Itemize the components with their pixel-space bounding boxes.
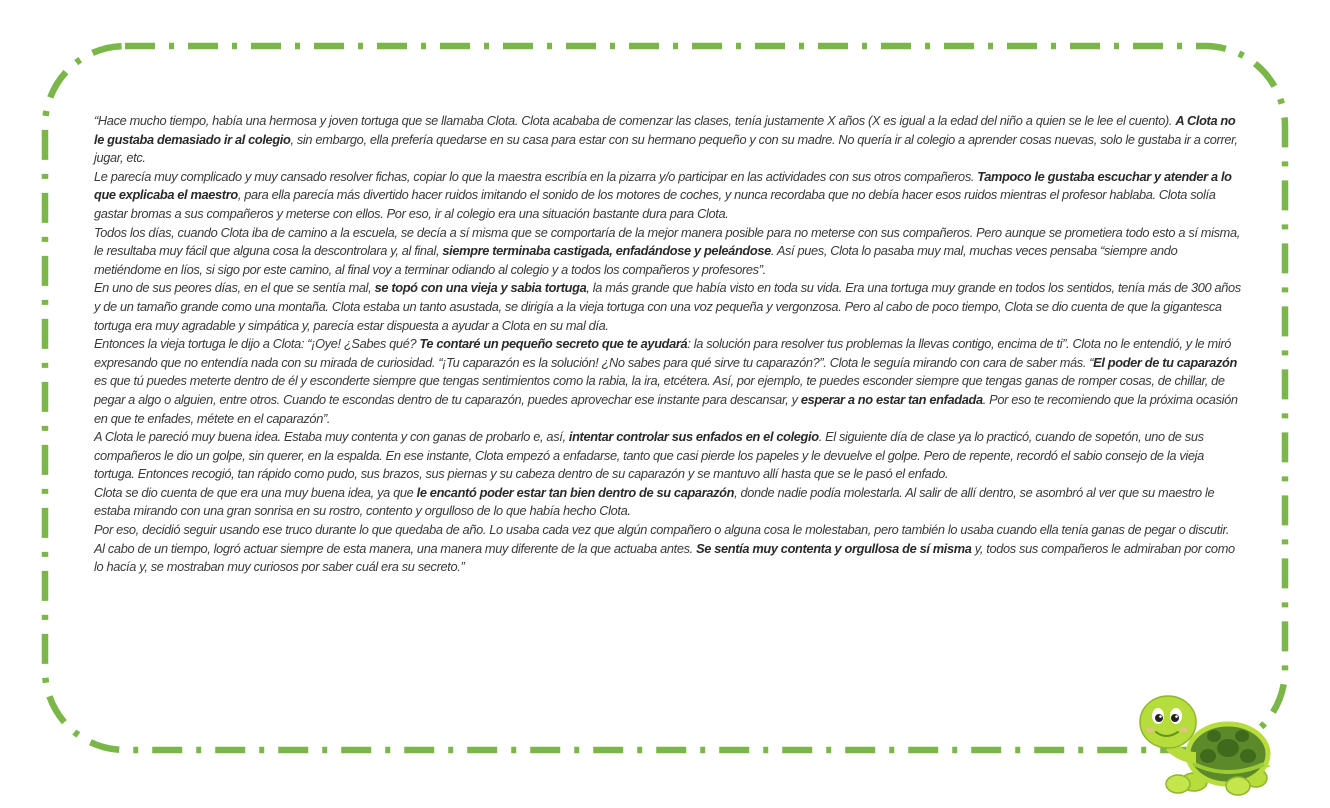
emphasis-text: A Clota no le gustaba demasiado ir al colegio <box>94 113 1236 147</box>
turtle-icon <box>1138 690 1272 800</box>
body-text: , la más grande que había visto en toda su vida. Era una tortuga muy grande en todos los sentidos, tenía más de 300 años y de un tamaño grande como una montaña. Clota estaba un tanto asustada, se dirigía a la vieja tortuga con una voz pequeña y vergonzosa. Pero al cabo de poco tiempo, Clota se dio cuenta de que la gigantesca tortuga era muy agradable y simpática y, parecía estar dispuesta a ayudar a Clota en su mal día. <box>94 280 1241 333</box>
body-text: : la solución para resolver tus problemas la llevas contigo, encima de ti”. Clota no le entendió, y le miró expresando que no entendía nada con su mirada de curiosidad. “¡Tu caparazón es la solución! ¿No sabes para qué sirve tu caparazón?”. Clota le seguía mirando con cara de saber más. “ <box>94 336 1231 370</box>
story-text <box>94 112 1242 577</box>
emphasis-text: Te contaré un pequeño secreto que te ayudará <box>419 336 688 352</box>
body-text: . El siguiente día de clase ya lo practicó, cuando de sopetón, uno de sus compañeros le dio un golpe, sin querer, en la espalda. En ese instante, Clota empezó a enfadarse, tanto que casi pierde los papeles y le devuelve el golpe. Pero de repente, recordó el sabio consejo de la vieja tortuga. Entonces recogió, tan rápido como pudo, sus brazos, sus piernas y su cabeza dentro de su caparazón y se mantuvo allí hasta que se le pasó el enfado. <box>94 429 1204 482</box>
story-paragraph <box>94 484 1242 521</box>
story-paragraph <box>94 168 1242 224</box>
body-text: . Así pues, Clota lo pasaba muy mal, muchas veces pensaba “siempre ando metiéndome en líos, si sigo por este camino, al final voy a terminar odiando al colegio y a todos los compañeros y profesores”. <box>94 243 1178 277</box>
body-text: Clota se dio cuenta de que era una muy buena idea, ya que <box>94 484 417 500</box>
body-text: , donde nadie podía molestarla. Al salir de allí dentro, se asombró al ver que su maestro le estaba mirando con una gran sonrisa en su rostro, contento y orgulloso de lo que había hecho Clota. <box>94 484 1215 519</box>
emphasis-text: esperar a no estar tan enfadada <box>800 391 983 407</box>
emphasis-text: le encantó poder estar tan bien dentro de su caparazón <box>416 484 735 500</box>
body-text: , para ella parecía más divertido hacer ruidos imitando el sonido de los motores de coches, y nunca recordaba que no debía hacer esos ruidos mientras el profesor hablaba. Clota solía gastar bromas a sus compañeros y meterse con ellos. Por eso, ir al colegio era una situación bastante dura para Clota. <box>94 187 1216 221</box>
body-text: Entonces la vieja tortuga le dijo a Clota: “¡Oye! ¿Sabes qué? <box>94 336 420 352</box>
body-text: Todos los días, cuando Clota iba de camino a la escuela, se decía a sí misma que se comportaría de la mejor manera posible para no meterse con sus compañeros. Pero aunque se prometiera todo esto a sí misma, le resultaba muy fácil que alguna cosa la descontrolara y, al final, <box>94 224 1240 259</box>
body-text: Le parecía muy complicado y muy cansado resolver fichas, copiar lo que la maestra escribía en la pizarra y/o participar en las actividades con sus otros compañeros. <box>94 168 978 184</box>
body-text: “Hace mucho tiempo, había una hermosa y joven tortuga que se llamaba Clota. Clota acababa de comenzar las clases, tenía justamente X años (X es igual a la edad del niño a quien se le lee el cuento). <box>94 113 1176 128</box>
body-text: A Clota le pareció muy buena idea. Estaba muy contenta y con ganas de probarlo e, así, <box>94 429 569 445</box>
body-text: Por eso, decidió seguir usando ese truco durante lo que quedaba de año. Lo usaba cada vez que algún compañero o alguna cosa le molestaban, pero también lo usaba cuando ella tenía ganas de pegar o discutir. Al cabo de un tiempo, logró actuar siempre de esta manera, una manera muy diferente de la que actuaba antes. <box>94 522 1230 556</box>
emphasis-text: Se sentía muy contenta y orgullosa de sí misma <box>696 540 972 556</box>
emphasis-text: El poder de tu caparazón <box>1093 354 1237 370</box>
emphasis-text: intentar controlar sus enfados en el colegio <box>568 429 819 445</box>
emphasis-text: se topó con una vieja y sabia tortuga <box>374 280 587 296</box>
emphasis-text: siempre terminaba castigada, enfadándose y peleándose <box>442 243 771 259</box>
body-text: es que tú puedes meterte dentro de él y esconderte siempre que tengas sentimientos como la rabia, la ira, etcétera. Así, por ejemplo, te puedes esconder siempre que tengas ganas de romper cosas, de chillar, de pegar a algo o alguien, entre otros. Cuando te escondas dentro de tu caparazón, puedes aprovechar ese instante para descansar, y <box>94 373 1225 407</box>
body-text: y, todos sus compañeros le admiraban por como lo hacía y, se mostraban muy curiosos por saber cuál era su secreto.” <box>94 540 1235 575</box>
body-text: , sin embargo, ella prefería quedarse en su casa para estar con su hermano pequeño y con su madre. No quería ir al colegio a aprender cosas nuevas, solo le gustaba ir a correr, jugar, etc. <box>94 131 1238 166</box>
story-paragraph <box>94 112 1242 168</box>
emphasis-text: Tampoco le gustaba escuchar y atender a lo que explicaba el maestro <box>94 168 1232 203</box>
story-paragraph <box>94 335 1242 428</box>
story-paragraph <box>94 521 1242 577</box>
story-paragraph <box>94 224 1242 280</box>
story-paragraph <box>94 428 1242 484</box>
body-text: . Por eso te recomiendo que la próxima ocasión en que te enfades, métete en el caparazón”. <box>94 391 1238 426</box>
story-paragraph <box>94 279 1242 335</box>
body-text: En uno de sus peores días, en el que se sentía mal, <box>94 280 375 296</box>
